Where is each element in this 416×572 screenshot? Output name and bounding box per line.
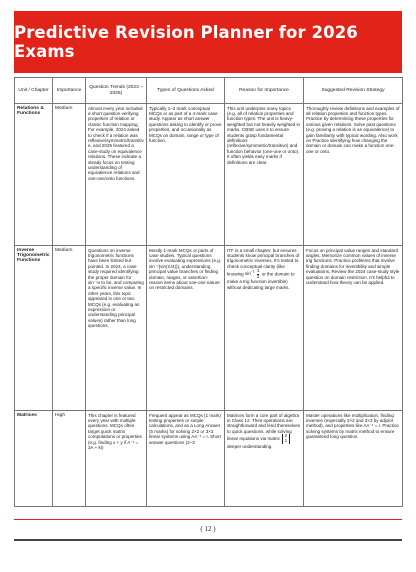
- strategy-cell: Focus on principal value ranges and standard angles. Memorize common values of inverse trig functions. Practice problems that involve finding domains for invertibility and simple evaluations. Review the 2024 case-study style question on domain restriction. It's helpful to understand how theory can be applied.: [304, 246, 403, 411]
- table-header-row: [15, 78, 403, 104]
- title-banner: [14, 11, 402, 73]
- importance-cell: Medium: [53, 104, 86, 246]
- reason-cell: [225, 246, 304, 411]
- matrix-entry: 1: [284, 437, 288, 443]
- types-cell: Typically 1–2 mark conceptual MCQs or as part of a 4-mark case study. Appear as short answer questions asking to identify or prove properties, and occasionally as MCQs on domain, range or type of function.: [147, 104, 225, 246]
- reason-text-b: deeper understanding.: [227, 443, 273, 449]
- revision-table: [14, 77, 403, 507]
- page-number: ( 12 ): [200, 525, 216, 533]
- strategy-cell: Master operations like multiplication, finding inverses (especially 2×2 and 3×3 by adjoint method), and properties like AA⁻¹ = I. Practice solving systems by matrix method to ensure guaranteed long question.: [304, 411, 403, 507]
- importance-cell: Medium: [53, 246, 86, 411]
- importance-cell: High: [53, 411, 86, 507]
- reason-text-a: ITF is a small chapter, but ensures students know principal branches of trigonometric inverses. It's tested to check conceptual clarity (like knowing: [227, 247, 300, 277]
- unit-cell: Relations & Functions: [15, 104, 53, 246]
- reason-text-a: Matrices form a core part of algebra in Class 12. Their operations are straightforward and lend themselves to quick questions, while solving linear equations via matrix: [227, 412, 301, 442]
- reason-math: [244, 268, 262, 279]
- math-sin: sin: [244, 271, 251, 277]
- math-inverse-sup: −1: [250, 269, 255, 274]
- table-row: [15, 246, 403, 411]
- types-cell: Mostly 1-mark MCQs or parts of case studies. Typical questions involve evaluating expressions (e.g. sin⁻¹(sin(π/4))), understanding principal value branches or finding domain, ranges, or assertion-reason items about one-one nature on restricted domains.: [147, 246, 225, 411]
- header-trends: Question Trends (2023 – 2025): [86, 78, 147, 104]
- trends-cell: Almost every year included a short question verifying properties of relation or classic function mapping. For example, 2024 asked to check if a relation was reflexive/symmetric/transitive, and 2025 featured a case-study on equivalence relations. These indicate a steady focus on testing understanding of equivalence relations and one-one/onto functions.: [86, 104, 147, 246]
- strategy-cell: Thoroughly review definitions and examples of all relation properties and function types. Practice by determining these properties for various given relations. Solve past questions (e.g. proving a relation is an equivalence) to gain familiarity with typical wording. Also work on Practice identifying how changing the domain or domain can make a function one-one or onto.: [304, 104, 403, 246]
- header-types: Types of Questions Asked: [147, 78, 225, 104]
- header-strategy: Suggested Revision Strategy: [304, 78, 403, 104]
- reason-cell: [225, 411, 304, 507]
- table-row: [15, 411, 403, 507]
- footer-divider-red: [14, 519, 402, 520]
- page-title: Predictive Revision Planner for 2026 Exams: [14, 23, 358, 61]
- unit-cell: Matrices: [15, 411, 53, 507]
- trends-cell: This chapter is featured every year with multiple questions. MCQs often target quick matrix computations or properties (e.g. finding x + y if A⁻¹ = 3A + kI): [86, 411, 147, 507]
- matrix-entry: 2: [284, 433, 288, 439]
- unit-cell: Inverse Trigonometric Functions: [15, 246, 53, 411]
- reason-cell: This unit underpins many topics (e.g. all of relation properties and function types. The unit is heavy-weighted but not heavily weighted in marks. CBSE uses it to ensure students grasp fundamental definitions (reflexive/symmetric/transitive) and function behavior (one-one or onto). It often yields easy marks if definitions are clear.: [225, 104, 304, 246]
- math-fraction: [257, 269, 260, 279]
- header-importance: Importance: [53, 78, 86, 104]
- header-unit: Unit / Chapter: [15, 78, 53, 104]
- fraction-numerator: 1: [256, 268, 260, 274]
- matrix-snippet: [282, 434, 290, 444]
- footer-divider-dark: [14, 539, 402, 541]
- reason-text-b: or the domain to make a trig function invertible) without dedicating large marks.: [227, 271, 295, 290]
- header-reason: Reason for Importance: [225, 78, 304, 104]
- table-row: [15, 104, 403, 246]
- types-cell: Frequent appear as MCQs (1 mark) testing properties or simple calculations, and as a Long Answer (5 marks) for solving 2×2 or 3×3 linear systems using AA⁻¹ = I. Short answer questions (2–3: [147, 411, 225, 507]
- trends-cell: Questions on inverse trigonometric functions have been limited but pointed. In 2024, a case study required identifying the proper domain for sin⁻¹x to be, and computing a specific inverse value. In other years, this topic appeared in one or two MCQs (e.g. evaluating an expression or understanding principal values) rather than long questions.: [86, 246, 147, 411]
- fraction-denominator: 2: [256, 273, 260, 279]
